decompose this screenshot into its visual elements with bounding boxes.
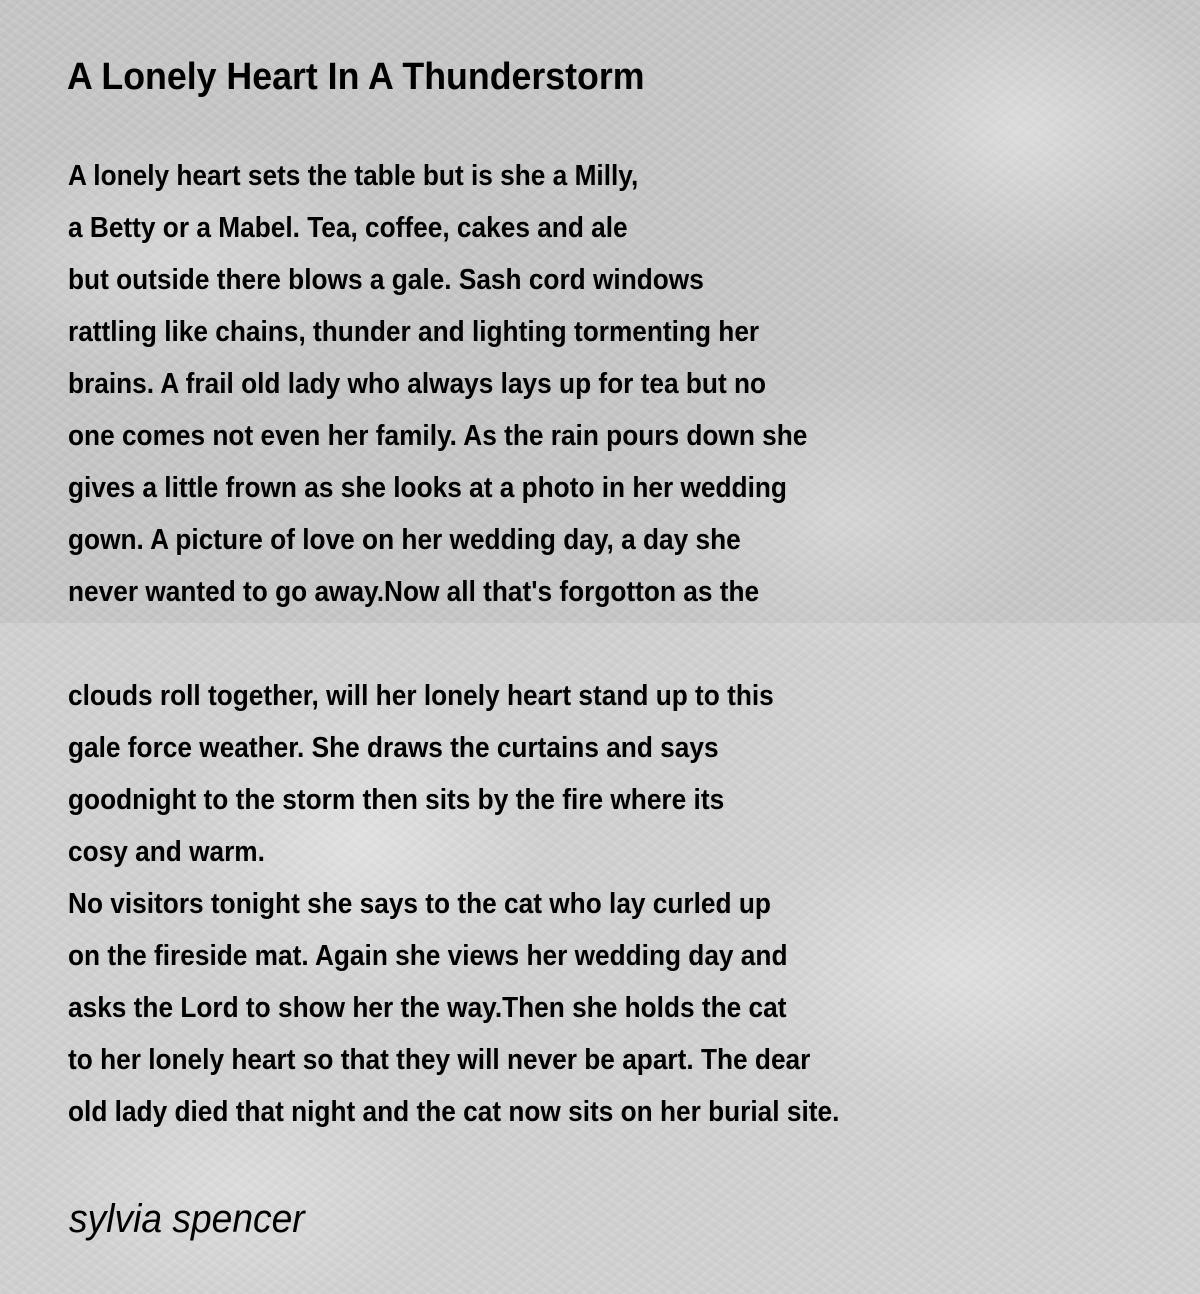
stanza-1 <box>68 150 885 618</box>
poem-line: one comes not even her family. As the rain pours down she <box>68 420 808 452</box>
poem-line: on the fireside mat. Again she views her wedding day and <box>68 940 788 972</box>
poem-line: No visitors tonight she says to the cat who lay curled up <box>68 888 771 920</box>
stanza-2 <box>68 670 920 1138</box>
poem-line: old lady died that night and the cat now sits on her burial site. <box>68 1096 840 1128</box>
poem-line: never wanted to go away.Now all that's forgotton as the <box>68 576 760 608</box>
poem-line: rattling like chains, thunder and lighting tormenting her <box>68 316 760 348</box>
poem-line: a Betty or a Mabel. Tea, coffee, cakes and ale <box>68 212 628 244</box>
poem-line: goodnight to the storm then sits by the fire where its <box>68 784 725 816</box>
poem-line: A lonely heart sets the table but is she a Milly, <box>68 160 639 192</box>
poem-line: but outside there blows a gale. Sash cord windows <box>68 264 704 296</box>
poem-line: gives a little frown as she looks at a photo in her wedding <box>68 472 787 504</box>
poem-line: cosy and warm. <box>68 836 265 868</box>
poem-line: brains. A frail old lady who always lays up for tea but no <box>68 368 767 400</box>
poem-line: gown. A picture of love on her wedding day, a day she <box>68 524 741 556</box>
poem-author: sylvia spencer <box>69 1197 305 1241</box>
poem-line: gale force weather. She draws the curtains and says <box>68 732 719 764</box>
poem-title: A Lonely Heart In A Thunderstorm <box>67 56 645 98</box>
poem-line: clouds roll together, will her lonely heart stand up to this <box>68 680 774 712</box>
poem-line: asks the Lord to show her the way.Then she holds the cat <box>68 992 787 1024</box>
poem-line: to her lonely heart so that they will never be apart. The dear <box>68 1044 811 1076</box>
